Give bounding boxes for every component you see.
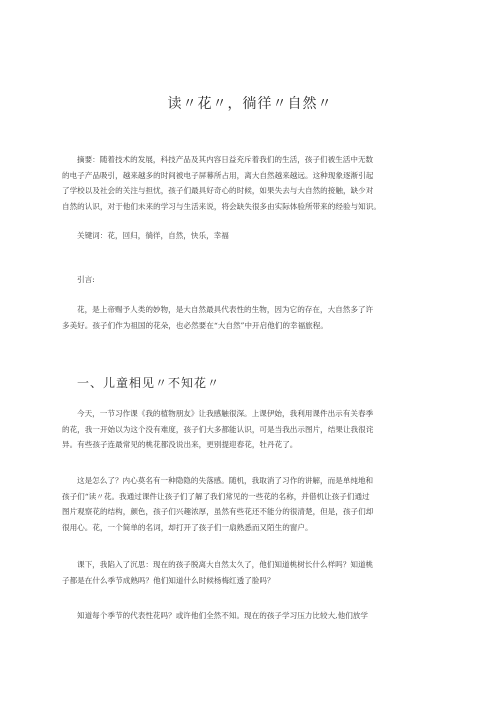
intro-paragraph bbox=[62, 302, 438, 333]
body-paragraph bbox=[62, 473, 438, 535]
abstract-line: 摘要：随着技术的发展，科技产品及其内容日益充斥着我们的生活，孩子们被生活中无数 bbox=[77, 155, 374, 164]
abstract-line: 了学校以及社会的关注与担忧，孩子们最具好奇心的时候，如果失去与大自然的接触，缺少对 bbox=[62, 186, 374, 196]
body-paragraph bbox=[62, 406, 438, 453]
abstract-line: 的电子产品吸引，越来越多的时间被电子屏幕所占用，离大自然越来越远。这种现象逐渐引起 bbox=[62, 170, 374, 180]
intro-line: 多美好。孩子们作为祖国的花朵，也必然要在“大自然”中开启他们的幸福旅程。 bbox=[62, 320, 328, 330]
abstract-line: 自然的认识，对于他们未来的学习与生活来说，将会缺失很多由实际体验所带来的经验与知识。 bbox=[62, 201, 381, 211]
abstract-paragraph bbox=[62, 152, 438, 214]
body-line: 知道每个季节的代表性花吗？或许他们全然不知。现在的孩子学习压力比较大,他们放学 bbox=[77, 611, 368, 620]
section-heading: 一、儿童相见〃不知花〃 bbox=[77, 376, 221, 390]
paper-title: 读〃花〃，徜徉〃自然〃 bbox=[167, 96, 333, 112]
body-line: 子都是在什么季节成熟吗？他们知道什么时候杨梅红透了脸吗？ bbox=[62, 575, 275, 585]
body-line: 今天，一节习作课《我的植物朋友》让我感触很深。上课伊始，我利用课件出示有关春季 bbox=[77, 409, 374, 418]
body-paragraph bbox=[62, 608, 438, 624]
body-line: 这是怎么了？内心莫名有一种隐隐的失落感。随机，我取消了习作的讲解，而是单纯地和 bbox=[77, 476, 374, 485]
intro-line: 花，是上帝赐予人类的妙物，是大自然最具代表性的生物，因为它的存在，大自然多了许 bbox=[77, 305, 374, 314]
body-paragraph bbox=[62, 557, 438, 588]
body-line: 图片观察花的结构，颜色，孩子们兴趣浓厚，虽然有些花还不能分的很清楚，但是，孩子们却 bbox=[62, 507, 374, 517]
body-line: 课下，我陷入了沉思：现在的孩子脱离大自然太久了，他们知道桃树长什么样吗？知道桃 bbox=[77, 560, 374, 569]
body-line: 的花，我一开始以为这个没有难度，孩子们大多都能认识，可是当我出示图片，结果让我很诧 bbox=[62, 424, 374, 434]
body-line: 异。有些孩子连最常见的桃花都没说出来，更别提迎春花，牡丹花了。 bbox=[62, 440, 298, 450]
body-line: 孩子们“读〃花。我通过课件让孩子们了解了我们常见的一些花的名称，并借机让孩子们通过 bbox=[62, 491, 370, 501]
intro-label: 引言: bbox=[77, 275, 95, 284]
body-line: 很用心。花，一个简单的名词，却打开了孩子们一扇熟悉而又陌生的窗户。 bbox=[62, 522, 313, 532]
keywords: 关键词：花，回归，徜徉，自然，快乐，幸福 bbox=[77, 231, 229, 240]
